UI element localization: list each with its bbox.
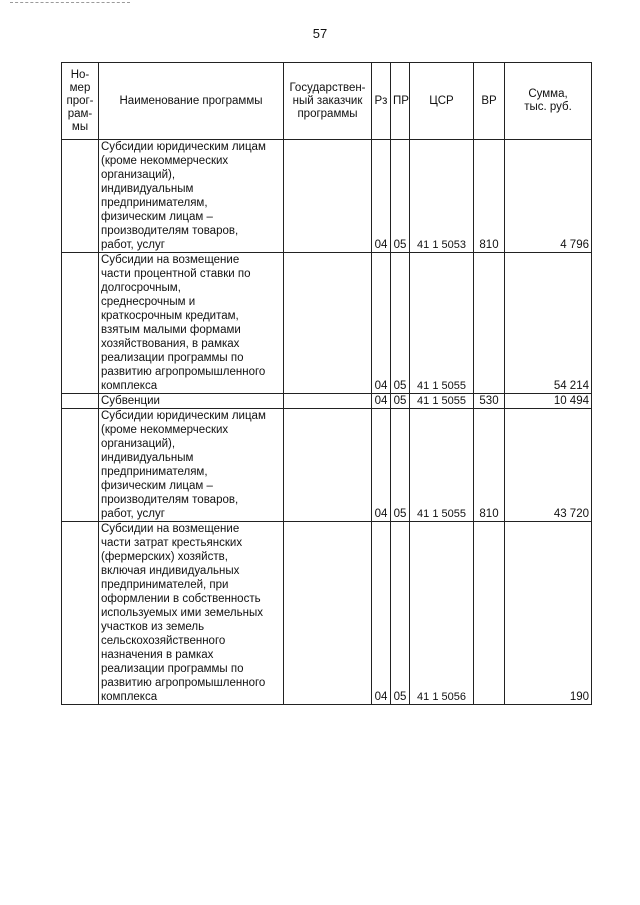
program-name-line: (кроме некоммерческих bbox=[101, 155, 229, 167]
program-name-line: части процентной ставки по bbox=[101, 268, 251, 280]
header-state-customer: Государствен- ный заказчик программы bbox=[284, 63, 372, 140]
header-program-name: Наименование программы bbox=[99, 63, 284, 140]
program-name-line: комплекса bbox=[101, 380, 158, 392]
program-name-line: организаций), bbox=[101, 169, 176, 181]
table-row bbox=[62, 253, 592, 394]
program-name-line: части затрат крестьянских bbox=[101, 537, 243, 549]
program-name-line: индивидуальным bbox=[101, 183, 194, 195]
program-number-cell bbox=[62, 140, 99, 253]
table-row bbox=[62, 394, 592, 409]
program-name-line: (фермерских) хозяйств, bbox=[101, 551, 228, 563]
program-name-line: Субвенции bbox=[101, 395, 160, 407]
amount-cell: 43 720 bbox=[505, 409, 592, 522]
csr-cell: 41 1 5056 bbox=[410, 522, 474, 705]
header-rz: Рз bbox=[372, 63, 391, 140]
program-name-line: Субсидии на возмещение bbox=[101, 254, 240, 266]
program-name-cell bbox=[99, 409, 284, 522]
header-program-number: Но- мер прог- рам- мы bbox=[62, 63, 99, 140]
program-name-line: используемых ими земельных bbox=[101, 607, 263, 619]
program-number-cell bbox=[62, 253, 99, 394]
program-name-line: Субсидии юридическим лицам bbox=[101, 410, 266, 422]
program-name-line: работ, услуг bbox=[101, 239, 165, 251]
program-name-line: производителям товаров, bbox=[101, 494, 239, 506]
amount-cell: 190 bbox=[505, 522, 592, 705]
header-vr: ВР bbox=[474, 63, 505, 140]
table-body bbox=[62, 140, 592, 705]
pr-cell: 05 bbox=[391, 522, 410, 705]
program-name-line: работ, услуг bbox=[101, 508, 165, 520]
program-name-line: (кроме некоммерческих bbox=[101, 424, 229, 436]
table-row bbox=[62, 409, 592, 522]
state-customer-cell bbox=[284, 409, 372, 522]
program-name-line: развитию агропромышленного bbox=[101, 677, 266, 689]
program-name-line: Субсидии на возмещение bbox=[101, 523, 240, 535]
pr-cell: 05 bbox=[391, 140, 410, 253]
table-row bbox=[62, 140, 592, 253]
program-name-line: сельскохозяйственного bbox=[101, 635, 226, 647]
header-amount: Сумма, тыс. руб. bbox=[505, 63, 592, 140]
csr-cell: 41 1 5053 bbox=[410, 140, 474, 253]
header-csr: ЦСР bbox=[410, 63, 474, 140]
program-name-line: участков из земель bbox=[101, 621, 205, 633]
rz-cell: 04 bbox=[372, 140, 391, 253]
state-customer-cell bbox=[284, 253, 372, 394]
program-name-cell bbox=[99, 140, 284, 253]
budget-table bbox=[61, 62, 592, 705]
program-name-cell bbox=[99, 394, 284, 409]
program-name-line: физическим лицам – bbox=[101, 480, 213, 492]
program-number-cell bbox=[62, 409, 99, 522]
amount-cell: 54 214 bbox=[505, 253, 592, 394]
amount-cell: 10 494 bbox=[505, 394, 592, 409]
pr-cell: 05 bbox=[391, 409, 410, 522]
program-name-line: предпринимателям, bbox=[101, 197, 208, 209]
csr-cell: 41 1 5055 bbox=[410, 253, 474, 394]
pr-cell: 05 bbox=[391, 394, 410, 409]
vr-cell: 530 bbox=[474, 394, 505, 409]
program-name-line: организаций), bbox=[101, 438, 176, 450]
state-customer-cell bbox=[284, 394, 372, 409]
program-name-line: комплекса bbox=[101, 691, 158, 703]
program-name-cell bbox=[99, 522, 284, 705]
program-number-cell bbox=[62, 394, 99, 409]
vr-cell: 810 bbox=[474, 409, 505, 522]
program-name-line: производителям товаров, bbox=[101, 225, 239, 237]
csr-cell: 41 1 5055 bbox=[410, 394, 474, 409]
program-name-line: назначения в рамках bbox=[101, 649, 214, 661]
rz-cell: 04 bbox=[372, 253, 391, 394]
state-customer-cell bbox=[284, 522, 372, 705]
program-name-line: долгосрочным, bbox=[101, 282, 181, 294]
csr-cell: 41 1 5055 bbox=[410, 409, 474, 522]
table-row bbox=[62, 522, 592, 705]
program-name-line: предпринимателям, bbox=[101, 466, 208, 478]
program-name-line: краткосрочным кредитам, bbox=[101, 310, 239, 322]
vr-cell bbox=[474, 253, 505, 394]
program-name-cell bbox=[99, 253, 284, 394]
program-name-line: физическим лицам – bbox=[101, 211, 213, 223]
program-name-line: среднесрочным и bbox=[101, 296, 196, 308]
program-name-line: развитию агропромышленного bbox=[101, 366, 266, 378]
program-name-line: хозяйствования, в рамках bbox=[101, 338, 240, 350]
program-name-line: реализации программы по bbox=[101, 352, 244, 364]
vr-cell: 810 bbox=[474, 140, 505, 253]
page-number: 57 bbox=[312, 26, 328, 41]
amount-cell: 4 796 bbox=[505, 140, 592, 253]
header-pr: ПР bbox=[391, 63, 410, 140]
program-name-line: предпринимателей, при bbox=[101, 579, 229, 591]
program-name-line: оформлении в собственность bbox=[101, 593, 261, 605]
program-name-line: Субсидии юридическим лицам bbox=[101, 141, 266, 153]
rz-cell: 04 bbox=[372, 522, 391, 705]
program-name-line: реализации программы по bbox=[101, 663, 244, 675]
program-name-line: индивидуальным bbox=[101, 452, 194, 464]
pr-cell: 05 bbox=[391, 253, 410, 394]
rz-cell: 04 bbox=[372, 394, 391, 409]
program-number-cell bbox=[62, 522, 99, 705]
scan-top-dash-line bbox=[10, 2, 130, 3]
state-customer-cell bbox=[284, 140, 372, 253]
table-header-row bbox=[62, 63, 592, 140]
program-name-line: взятым малыми формами bbox=[101, 324, 241, 336]
program-name-line: включая индивидуальных bbox=[101, 565, 240, 577]
vr-cell bbox=[474, 522, 505, 705]
rz-cell: 04 bbox=[372, 409, 391, 522]
